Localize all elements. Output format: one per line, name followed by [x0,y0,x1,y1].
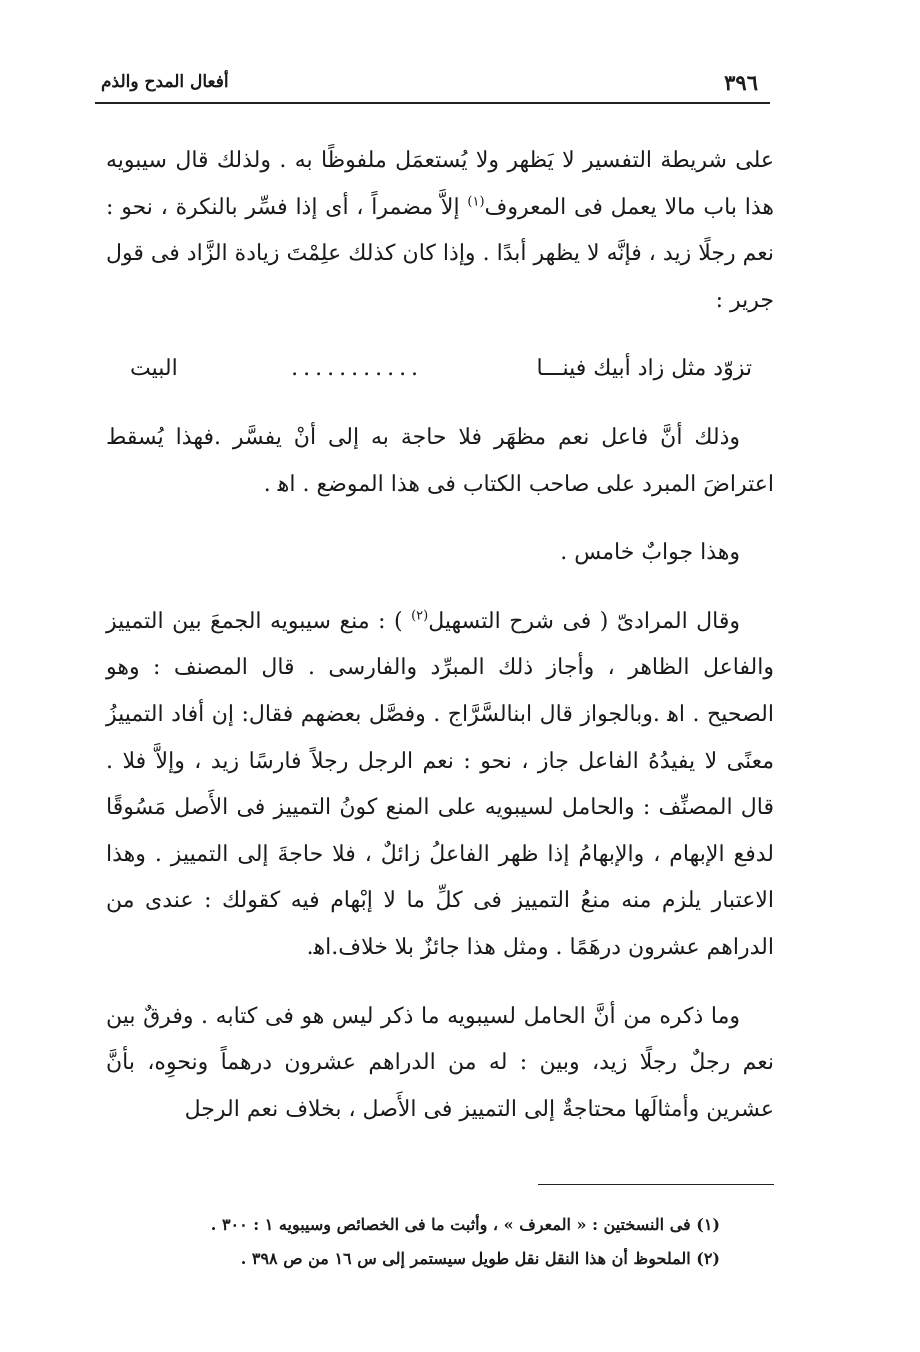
main-text [106,138,774,1133]
page-header [95,70,770,102]
poetry-verse [106,346,774,393]
paragraph-4 [106,599,774,972]
paragraph-5: وما ذكره من أنَّ الحامل لسيبويه ما ذكر ليس هو فى كتابه . وفرقٌ بين نعم رجلٌ رجلًا زيد، وبين : له من الدراهم عشرون درهماً ونحوِه، بأنَّ عشرين وأمثالَها محتاجةٌ إلى التمييز فى الأَصل ، بخلاف نعم الرجل [106,1003,774,1122]
footnotes [170,1208,720,1276]
footnote-1: (١) فى النسختين : « المعرف » ، وأثبت ما فى الخصائص وسيبويه ١ : ٣٠٠ . [210,1215,720,1234]
footnote-2: (٢) الملحوظ أن هذا النقل نقل طويل سيستمر إلى س ١٦ من ص ٣٩٨ . [240,1249,720,1268]
paragraph-3: وهذا جوابٌ خامس . [560,540,740,566]
paragraph-1-text-a: على شريطة التفسير لا يَظهر ولا يُستعمَل ملفوظًا به . ولذلك قال سيبويه هذا باب مالا يعمل فى المعروف [106,148,775,220]
verse-hemistich: تزوّد مثل زاد أبيك فينـــا [536,356,752,382]
header-rule [95,102,770,104]
paragraph-1 [106,138,774,324]
paragraph-2: وذلك أنَّ فاعل نعم مظهَر فلا حاجة به إلى أنْ يفسَّر .فهذا يُسقط اعتراضَ المبرد على صاحب الكتاب فى هذا الموضع . اﻫ . [106,424,774,497]
verse-ellipsis: ........... [291,356,424,382]
page-number: ٣٩٦ [724,70,758,95]
paragraph-4-text-b: ) : منع سيبويه الجمعَ بين التمييز والفاعل الظاهر ، وأجاز ذلك المبرِّد والفارسى . قال المصنف : وهو الصحيح . اﻫ .وبالجواز قال ابنالسَّرَّاج . وفصَّل بعضهم فقال: إن أفاد التمييزُ معنًى لا يفيدُهُ الفاعل جاز ، نحو : نعم الرجل رجلاً فارسًا زيد ، وإلاَّ فلا . قال المصنِّف : والحامل لسيبويه على المنع كونُ التمييز فى الأَصل مَسُوقًا لدفع الإبهام ، والإبهامُ إذا ظهر الفاعلُ زائلٌ ، فلا حاجةَ إلى التمييز . وهذا الاعتبار يلزم منه منعُ التمييز فى كلِّ ما لا إبْهام فيه كقولك : عندى من الدراهم عشرون درهَمًا . ومثل هذا جائزٌ بلا خلاف.اﻫ. [106,608,774,960]
paragraph-1-text-b: إلاَّ مضمراً ، أى إذا فسِّر بالنكرة ، نحو : نعم رجلًا زيد ، فإنَّه لا يظهر أبدًا . وإذا كان كذلك علِمْتَ زيادة الزَّاد فى قول جرير : [106,194,774,313]
running-title: أفعال المدح والذم [101,72,229,92]
verse-label: البيت [130,356,178,382]
footnote-ref-1: (١) [467,194,485,210]
footnote-rule [538,1184,774,1185]
footnote-ref-2: (٢) [411,608,429,624]
paragraph-4-text-a: وقال المرادىّ ( فى شرح التسهيل [428,608,740,634]
